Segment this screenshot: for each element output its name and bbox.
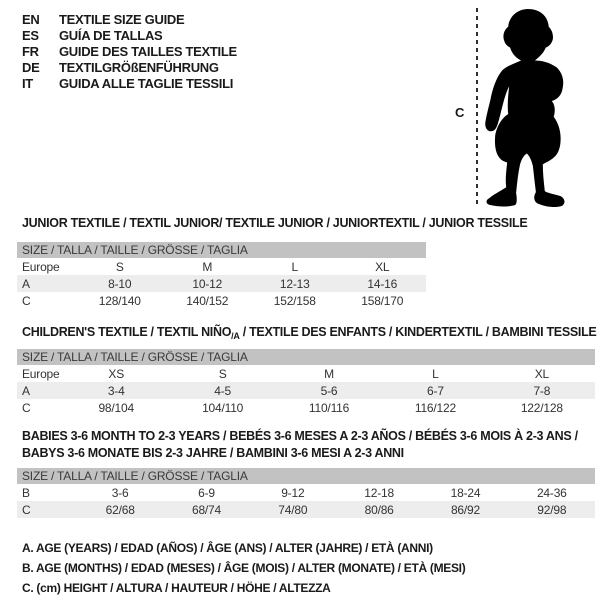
babies-size-header-label: SIZE / TALLA / TAILLE / GRÖSSE / TAGLIA bbox=[22, 469, 248, 483]
lang-code-fr: FR bbox=[22, 43, 39, 59]
table-row bbox=[17, 365, 595, 382]
cell: 110/116 bbox=[308, 400, 350, 415]
cell: 80/86 bbox=[364, 502, 394, 517]
cell: 116/122 bbox=[414, 400, 456, 415]
lang-code-en: EN bbox=[22, 11, 40, 27]
junior-size-table bbox=[17, 242, 426, 309]
legend-line-c: C. (cm) HEIGHT / ALTURA / HAUTEUR / HÖHE / ALTEZZA bbox=[22, 581, 331, 595]
row-label: A bbox=[22, 383, 30, 398]
cell: 62/68 bbox=[105, 502, 135, 517]
cell: 18-24 bbox=[450, 485, 481, 500]
cell: 4-5 bbox=[214, 383, 231, 398]
row-label: C bbox=[22, 400, 31, 415]
cell: 68/74 bbox=[191, 502, 221, 517]
children-title-rest: / TEXTILE DES ENFANTS / KINDERTEXTIL / BAMBINI TESSILE bbox=[239, 325, 597, 339]
lang-code-es: ES bbox=[22, 27, 39, 43]
legend-line-a: A. AGE (YEARS) / EDAD (AÑOS) / ÂGE (ANS) / ALTER (JAHRE) / ETÀ (ANNI) bbox=[22, 541, 433, 555]
children-size-header-row bbox=[17, 349, 595, 365]
table-row bbox=[17, 258, 426, 275]
cell: 158/170 bbox=[361, 293, 404, 308]
lang-title-fr: GUIDE DES TAILLES TEXTILE bbox=[59, 43, 237, 59]
cell: M bbox=[324, 366, 334, 381]
row-label: C bbox=[22, 293, 31, 308]
cell: 128/140 bbox=[98, 293, 141, 308]
cell: 74/80 bbox=[278, 502, 308, 517]
height-dashed-line bbox=[476, 8, 478, 206]
cell: 140/152 bbox=[186, 293, 229, 308]
baby-silhouette-icon bbox=[482, 8, 568, 208]
table-row bbox=[17, 501, 595, 518]
cell: 24-36 bbox=[536, 485, 567, 500]
table-row bbox=[17, 292, 426, 309]
table-row bbox=[17, 399, 595, 416]
cell: 14-16 bbox=[367, 276, 398, 291]
cell: 9-12 bbox=[281, 485, 305, 500]
row-label: A bbox=[22, 276, 30, 291]
lang-title-es: GUÍA DE TALLAS bbox=[59, 27, 163, 43]
babies-table-title bbox=[22, 428, 578, 462]
row-label: C bbox=[22, 502, 31, 517]
babies-title-line1: BABIES 3-6 MONTH TO 2-3 YEARS / BEBÉS 3-6 MESES A 2-3 AÑOS / BÉBÉS 3-6 MOIS À 2-3 ANS / bbox=[22, 429, 578, 443]
cell: 92/98 bbox=[537, 502, 567, 517]
language-title-list bbox=[22, 11, 237, 91]
lang-row-de bbox=[22, 59, 237, 75]
lang-title-en: TEXTILE SIZE GUIDE bbox=[59, 11, 185, 27]
children-title-main: CHILDREN'S TEXTILE / TEXTIL NIÑO bbox=[22, 325, 232, 339]
junior-size-header-row bbox=[17, 242, 426, 258]
height-measure-label: C bbox=[455, 105, 465, 120]
children-table-title bbox=[22, 325, 596, 341]
cell: 12-13 bbox=[279, 276, 310, 291]
cell: M bbox=[202, 259, 213, 274]
junior-table-title: JUNIOR TEXTILE / TEXTIL JUNIOR/ TEXTILE JUNIOR / JUNIORTEXTIL / JUNIOR TESSILE bbox=[22, 216, 528, 230]
row-label: B bbox=[22, 485, 30, 500]
cell: 98/104 bbox=[98, 400, 134, 415]
lang-title-it: GUIDA ALLE TAGLIE TESSILI bbox=[59, 75, 234, 91]
lang-title-de: TEXTILGRÖßENFÜHRUNG bbox=[59, 59, 219, 75]
lang-row-en bbox=[22, 11, 237, 27]
lang-row-fr bbox=[22, 43, 237, 59]
row-label: Europe bbox=[22, 259, 60, 274]
cell: 104/110 bbox=[202, 400, 244, 415]
babies-size-header-row bbox=[17, 468, 595, 484]
table-row bbox=[17, 275, 426, 292]
cell: 152/158 bbox=[273, 293, 316, 308]
cell: 122/128 bbox=[520, 400, 563, 415]
cell: 5-6 bbox=[320, 383, 338, 398]
babies-size-table bbox=[17, 468, 595, 518]
cell: 8-10 bbox=[108, 276, 132, 291]
lang-code-de: DE bbox=[22, 59, 40, 75]
cell: S bbox=[115, 259, 124, 274]
cell: 3-6 bbox=[111, 485, 129, 500]
row-label: Europe bbox=[22, 366, 60, 381]
cell: L bbox=[291, 259, 298, 274]
cell: 6-9 bbox=[198, 485, 215, 500]
cell: L bbox=[432, 366, 439, 381]
legend-line-b: B. AGE (MONTHS) / EDAD (MESES) / ÂGE (MOIS) / ALTER (MONATE) / ETÀ (MESI) bbox=[22, 561, 466, 575]
children-size-table bbox=[17, 349, 595, 416]
cell: XL bbox=[375, 259, 390, 274]
cell: XS bbox=[108, 366, 124, 381]
cell: 6-7 bbox=[427, 383, 444, 398]
lang-row-it bbox=[22, 75, 237, 91]
cell: 10-12 bbox=[192, 276, 223, 291]
lang-row-es bbox=[22, 27, 237, 43]
cell: S bbox=[218, 366, 227, 381]
measure-legend bbox=[22, 538, 465, 598]
cell: 12-18 bbox=[364, 485, 394, 500]
cell: 7-8 bbox=[533, 383, 551, 398]
children-title-subscript: /A bbox=[231, 331, 240, 341]
table-row bbox=[17, 484, 595, 501]
cell: XL bbox=[534, 366, 549, 381]
lang-code-it: IT bbox=[22, 75, 33, 91]
babies-title-line2: BABYS 3-6 MONATE BIS 2-3 JAHRE / BAMBINI 3-6 MESI A 2-3 ANNI bbox=[22, 446, 404, 460]
cell: 86/92 bbox=[450, 502, 480, 517]
table-row bbox=[17, 382, 595, 399]
cell: 3-4 bbox=[107, 383, 125, 398]
junior-size-header-label: SIZE / TALLA / TAILLE / GRÖSSE / TAGLIA bbox=[22, 243, 248, 257]
children-size-header-label: SIZE / TALLA / TAILLE / GRÖSSE / TAGLIA bbox=[22, 350, 248, 364]
